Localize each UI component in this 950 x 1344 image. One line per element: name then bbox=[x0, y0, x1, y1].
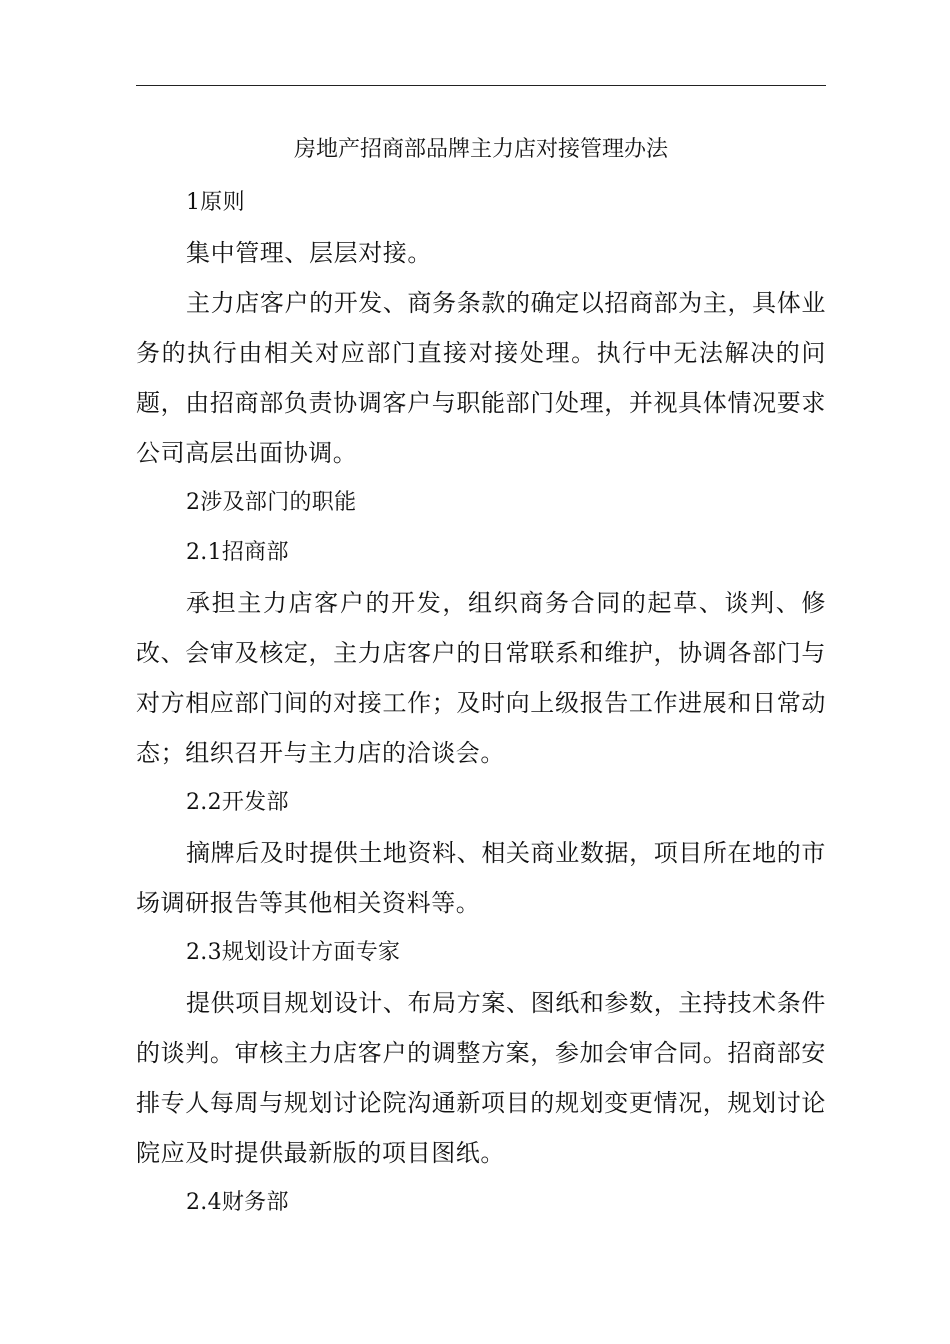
section-heading-principles: 1原则 bbox=[186, 190, 245, 215]
subsection-heading-investment: 2.1招商部 bbox=[186, 540, 289, 565]
subsection-heading-development: 2.2开发部 bbox=[186, 790, 289, 815]
header-rule bbox=[136, 85, 826, 86]
paragraph-development: 摘牌后及时提供土地资料、相关商业数据，项目所在地的市场调研报告等其他相关资料等。 bbox=[136, 839, 826, 917]
paragraph-investment: 承担主力店客户的开发，组织商务合同的起草、谈判、修改、会审及核定，主力店客户的日常联系和维护，协调各部门与对方相应部门间的对接工作；及时向上级报告工作进展和日常动态；组织召开与主力店的洽谈会。 bbox=[136, 589, 826, 767]
paragraph-principles-summary: 集中管理、层层对接。 bbox=[186, 239, 432, 267]
subsection-heading-planning: 2.3规划设计方面专家 bbox=[186, 940, 401, 965]
paragraph-principles-detail: 主力店客户的开发、商务条款的确定以招商部为主，具体业务的执行由相关对应部门直接对接处理。执行中无法解决的问题，由招商部负责协调客户与职能部门处理，并视具体情况要求公司高层出面协调。 bbox=[136, 289, 826, 467]
section-heading-departments: 2涉及部门的职能 bbox=[186, 490, 357, 515]
document-body bbox=[136, 128, 826, 1228]
paragraph-planning: 提供项目规划设计、布局方案、图纸和参数，主持技术条件的谈判。审核主力店客户的调整方案，参加会审合同。招商部安排专人每周与规划讨论院沟通新项目的规划变更情况，规划讨论院应及时提供最新版的项目图纸。 bbox=[136, 989, 826, 1167]
document-title: 房地产招商部品牌主力店对接管理办法 bbox=[293, 137, 668, 162]
subsection-heading-finance: 2.4财务部 bbox=[186, 1190, 289, 1215]
